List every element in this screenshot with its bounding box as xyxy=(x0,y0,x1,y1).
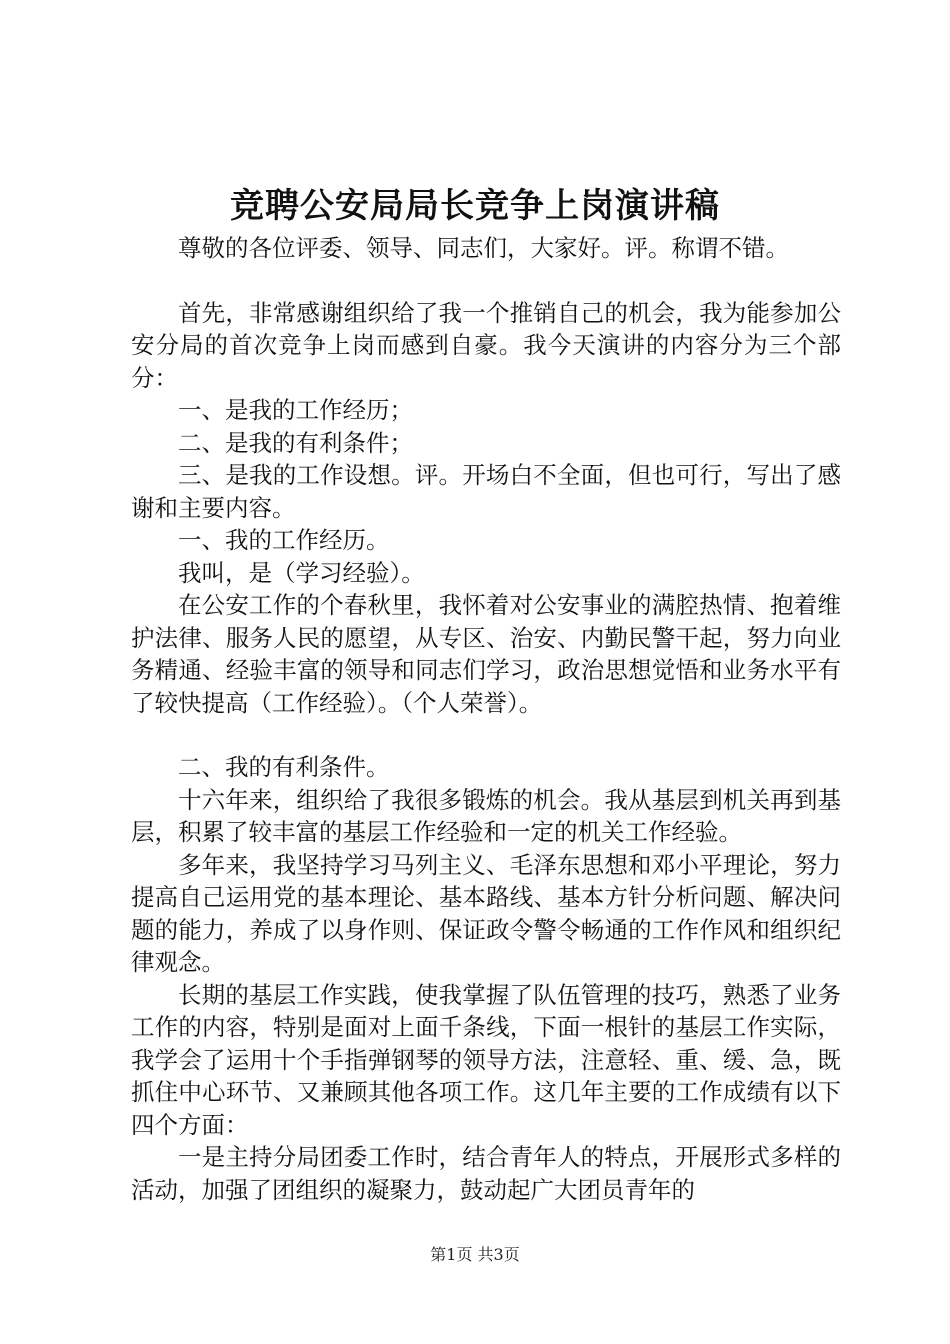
paragraph-part-two: 二、是我的有利条件； xyxy=(178,428,413,457)
paragraph-part-one: 一、是我的工作经历； xyxy=(178,396,413,424)
document-body xyxy=(131,232,841,1206)
paragraph-study: 多年来，我坚持学习马列主义、毛泽东思想和邓小平理论，努力提高自己运用党的基本理论、基本路线、基本方针分析问题、解决问题的能力，养成了以身作则、保证政令警令畅通的工作作风和组织纪律观念。 xyxy=(131,850,841,976)
paragraph-grassroots: 长期的基层工作实践，使我掌握了队伍管理的技巧，熟悉了业务工作的内容，特别是面对上面千条线，下面一根针的基层工作实际，我学会了运用十个手指弹钢琴的领导方法，注意轻、重、缓、急，既抓住中心环节、又兼顾其他各项工作。这几年主要的工作成绩有以下四个方面： xyxy=(131,980,841,1139)
paragraph-greeting: 尊敬的各位评委、领导、同志们，大家好。评。称谓不错。 xyxy=(178,234,789,262)
paragraph-sixteen-years: 十六年来，组织给了我很多锻炼的机会。我从基层到机关再到基层，积累了较丰富的基层工作经验和一定的机关工作经验。 xyxy=(131,785,841,846)
paragraph-work-history: 在公安工作的个春秋里，我怀着对公安事业的满腔热情、抱着维护法律、服务人民的愿望，从专区、治安、内勤民警干起，努力向业务精通、经验丰富的领导和同志们学习，政治思想觉悟和业务水平有了较快提高（工作经验）。（个人荣誉）。 xyxy=(131,591,841,717)
paragraph-name: 我叫，是（学习经验）。 xyxy=(178,558,425,587)
paragraph-intro: 首先，非常感谢组织给了我一个推销自己的机会，我为能参加公安分局的首次竞争上岗而感到自豪。我今天演讲的内容分为三个部分： xyxy=(131,298,841,392)
paragraph-part-three: 三、是我的工作设想。评。开场白不全面，但也可行，写出了感谢和主要内容。 xyxy=(131,461,841,522)
page-number-footer: 第1页 共3页 xyxy=(430,1245,520,1264)
section-heading-advantages: 二、我的有利条件。 xyxy=(178,753,390,781)
document-title: 竞聘公安局局长竞争上岗演讲稿 xyxy=(230,186,720,226)
section-heading-work-history: 一、我的工作经历。 xyxy=(178,526,390,554)
paragraph-achievement-one: 一是主持分局团委工作时，结合青年人的特点，开展形式多样的活动，加强了团组织的凝聚力，鼓动起广大团员青年的 xyxy=(131,1143,841,1204)
